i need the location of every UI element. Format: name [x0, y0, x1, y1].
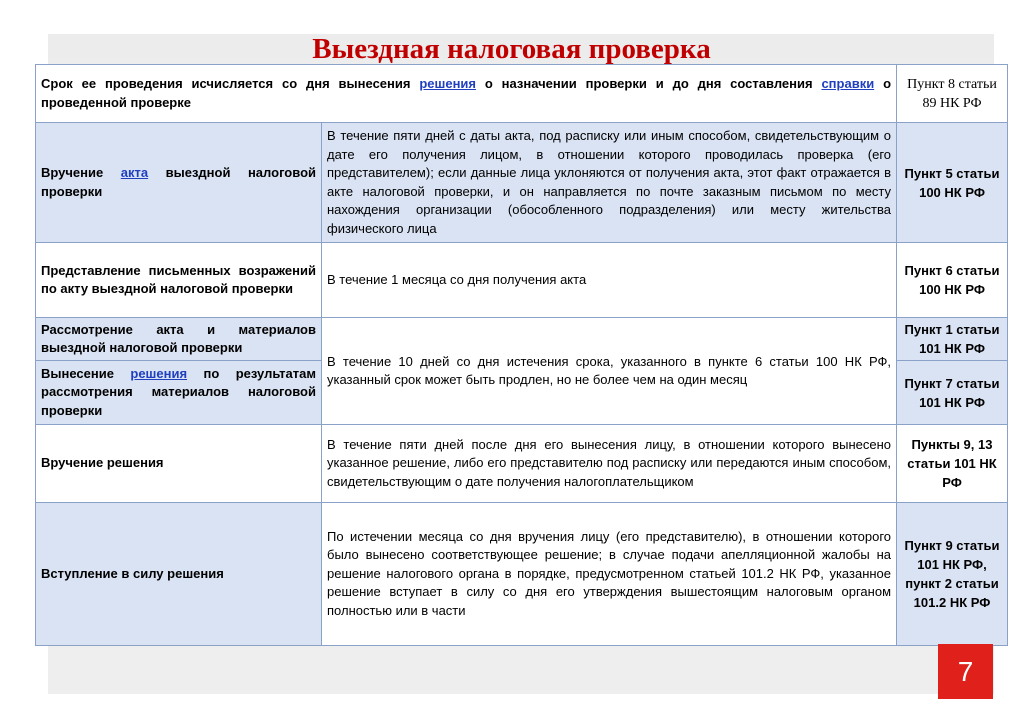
- label-cell: [36, 361, 322, 425]
- label-text-after: выездной налоговой проверки: [41, 165, 317, 199]
- page-title: Выездная налоговая проверка: [312, 33, 711, 65]
- duration-text-middle: о назначении проверки и до дня составления: [476, 76, 822, 91]
- term-cell: В течение 10 дней со дня истечения срока, указанного в пункте 6 статьи 100 НК РФ, указанный срок может быть продлен, но не более чем на один месяц: [322, 318, 897, 425]
- table-row-decision-delivery: [36, 425, 1008, 503]
- duration-text-after: о проведенной проверке: [41, 76, 892, 110]
- table-row-objections: [36, 243, 1008, 318]
- table-row-review: [36, 318, 1008, 361]
- decision-link[interactable]: решения: [419, 76, 476, 91]
- article-cell: Пункт 1 статьи 101 НК РФ: [897, 318, 1008, 361]
- article-cell: Пункт 9 статьи 101 НК РФ, пункт 2 статьи 101.2 НК РФ: [897, 503, 1008, 646]
- term-cell: В течение пяти дней после дня его вынесения лицу, в отношении которого вынесено указанное решение, либо его представителю под расписку или передаются иным способом, свидетельствующим о дате получения налогоплательщиком: [322, 425, 897, 503]
- label-cell: Представление письменных возражений по акту выездной налоговой проверки: [36, 243, 322, 318]
- label-text-before: Вынесение: [41, 365, 131, 381]
- certificate-link[interactable]: справки: [821, 76, 875, 91]
- label-cell: [36, 123, 322, 243]
- label-cell: Вступление в силу решения: [36, 503, 322, 646]
- label-text-before: Вручение: [41, 165, 121, 180]
- term-cell: В течение 1 месяца со дня получения акта: [322, 243, 897, 318]
- article-cell: Пункт 7 статьи 101 НК РФ: [897, 361, 1008, 425]
- article-cell: Пункты 9, 13 статьи 101 НК РФ: [897, 425, 1008, 503]
- article-cell: Пункт 6 статьи 100 НК РФ: [897, 243, 1008, 318]
- label-cell: Вручение решения: [36, 425, 322, 503]
- term-cell: В течение пяти дней с даты акта, под расписку или иным способом, свидетельствующим о дате его получения лицом, в отношении которого проводилась проверка (его представителем); если данные лица уклоняются от получения акта, этот факт отражается в акте налоговой проверки, и он направляется по почте заказным письмом по месту нахождения организации (обособленного подразделения) или месту жительства физического лица: [322, 123, 897, 243]
- page-number-badge: 7: [938, 644, 993, 699]
- article-cell: Пункт 8 статьи 89 НК РФ: [897, 65, 1008, 123]
- label-text-after: по результатам рассмотрения материалов налоговой проверки: [41, 365, 316, 418]
- article-cell: Пункт 5 статьи 100 НК РФ: [897, 123, 1008, 243]
- table-row-entry-into-force: [36, 503, 1008, 646]
- table-row-act-delivery: [36, 123, 1008, 243]
- term-cell: По истечении месяца со дня вручения лицу (его представителю), в отношении которого было вынесено соответствующее решение; в случае подачи апелляционной жалобы на решение налогового органа в порядке, предусмотренном статьей 101.2 НК РФ, указанное решение вступает в силу со дня его утверждения вышестоящим налоговым органом полностью или в части: [322, 503, 897, 646]
- procedure-table: [35, 64, 1008, 646]
- decision-link[interactable]: решения: [130, 365, 188, 381]
- duration-cell: [36, 65, 897, 123]
- act-link[interactable]: акта: [120, 165, 149, 180]
- duration-text-before: Срок ее проведения исчисляется со дня вынесения: [41, 76, 420, 91]
- label-cell: Рассмотрение акта и материалов выездной налоговой проверки: [36, 318, 322, 361]
- table-row-duration: [36, 65, 1008, 123]
